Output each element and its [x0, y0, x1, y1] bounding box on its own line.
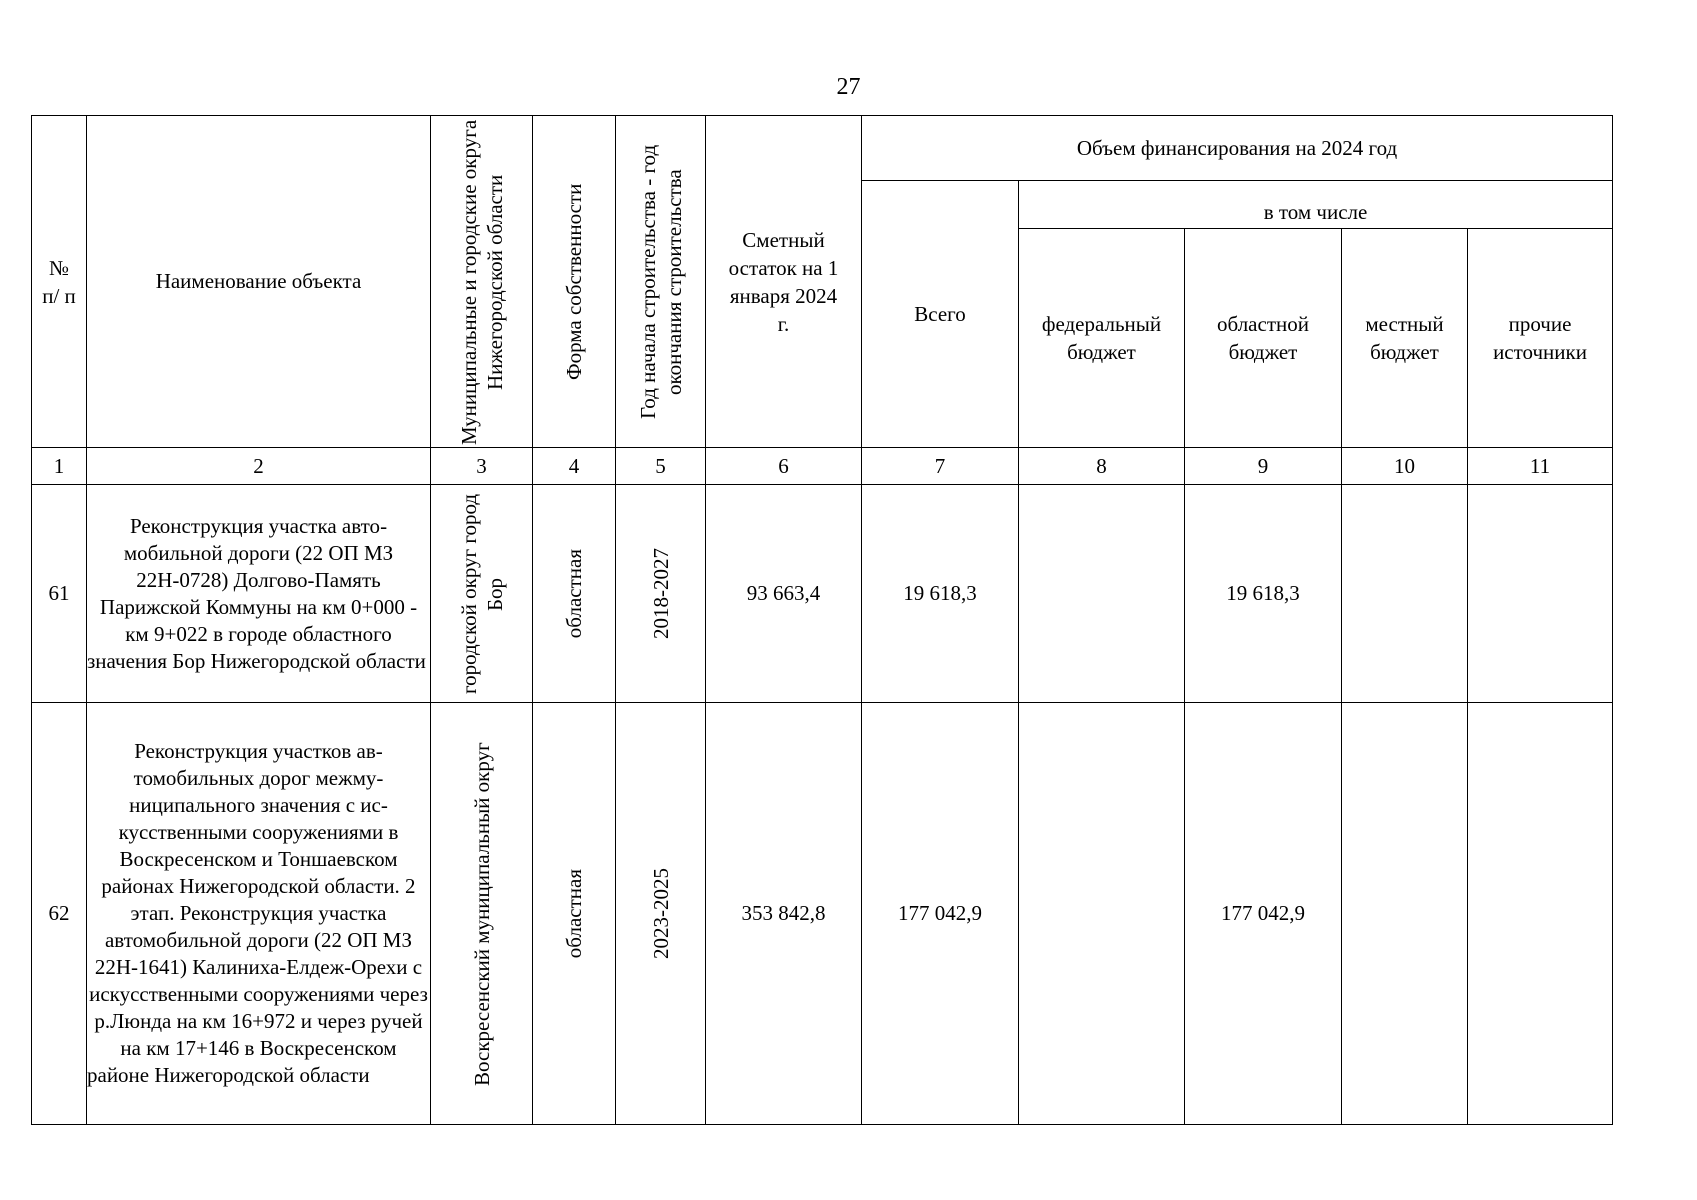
- row-no: 62: [32, 703, 87, 1125]
- header-estimate: Сметный остаток на 1 января 2024 г.: [706, 116, 862, 448]
- row-total: 177 042,9: [862, 703, 1019, 1125]
- header-federal: федеральный бюджет: [1019, 229, 1185, 448]
- row-total: 19 618,3: [862, 485, 1019, 703]
- row-estimate: 353 842,8: [706, 703, 862, 1125]
- column-number: 6: [706, 448, 862, 485]
- header-regional: областной бюджет: [1185, 229, 1342, 448]
- header-name: Наименование объекта: [87, 116, 431, 448]
- row-regional: 19 618,3: [1185, 485, 1342, 703]
- row-regional: 177 042,9: [1185, 703, 1342, 1125]
- column-number: 7: [862, 448, 1019, 485]
- row-years: 2018-2027: [616, 485, 706, 703]
- row-federal: [1019, 485, 1185, 703]
- row-name: Реконструкция участков автомобильных дорог межмуниципального значения с искусственными сооружениями в Воскресенском и Тоншаевском районах Нижегородской области. 2 этап. Реконструкция участка автомобильной дороги (22 ОП МЗ 22Н-1641) Калиниха-Елдеж-Орехи с искусственными сооружениями через р.Люнда на км 16+972 и через ручей на км 17+146 в Воскресенском районе Нижегородской области: [87, 703, 431, 1125]
- table-row: [32, 703, 1613, 1125]
- column-number-row: [32, 448, 1613, 485]
- column-number: 2: [87, 448, 431, 485]
- header-local: местный бюджет: [1342, 229, 1468, 448]
- column-number: 11: [1468, 448, 1613, 485]
- row-local: [1342, 485, 1468, 703]
- table-row: [32, 485, 1613, 703]
- row-name: Реконструкция участка автомобильной дороги (22 ОП МЗ 22Н-0728) Долгово-Память Парижской Коммуны на км 0+000 - км 9+022 в городе областного значения Бор Нижегородской области: [87, 485, 431, 703]
- row-no: 61: [32, 485, 87, 703]
- row-estimate: 93 663,4: [706, 485, 862, 703]
- row-municipality: Воскресенский муниципальный округ: [431, 703, 533, 1125]
- column-number: 9: [1185, 448, 1342, 485]
- header-funding-group: Объем финансирования на 2024 год: [862, 116, 1613, 181]
- header-total: Всего: [862, 181, 1019, 448]
- row-federal: [1019, 703, 1185, 1125]
- column-number: 10: [1342, 448, 1468, 485]
- header-years: Год начала строительства - год окончания строительства: [616, 116, 706, 448]
- header-including: в том числе: [1019, 181, 1613, 229]
- row-years: 2023-2025: [616, 703, 706, 1125]
- row-other: [1468, 703, 1613, 1125]
- funding-table: [31, 115, 1613, 1125]
- page-number: 27: [836, 74, 861, 100]
- row-municipality: городской округ город Бор: [431, 485, 533, 703]
- header-no: № п/ п: [32, 116, 87, 448]
- header-other: прочие источники: [1468, 229, 1613, 448]
- column-number: 3: [431, 448, 533, 485]
- column-number: 5: [616, 448, 706, 485]
- row-local: [1342, 703, 1468, 1125]
- header-ownership: Форма собственности: [533, 116, 616, 448]
- header-municipality: Муниципальные и городские округа Нижегородской области: [431, 116, 533, 448]
- row-ownership: областная: [533, 485, 616, 703]
- row-ownership: областная: [533, 703, 616, 1125]
- column-number: 4: [533, 448, 616, 485]
- row-other: [1468, 485, 1613, 703]
- column-number: 8: [1019, 448, 1185, 485]
- column-number: 1: [32, 448, 87, 485]
